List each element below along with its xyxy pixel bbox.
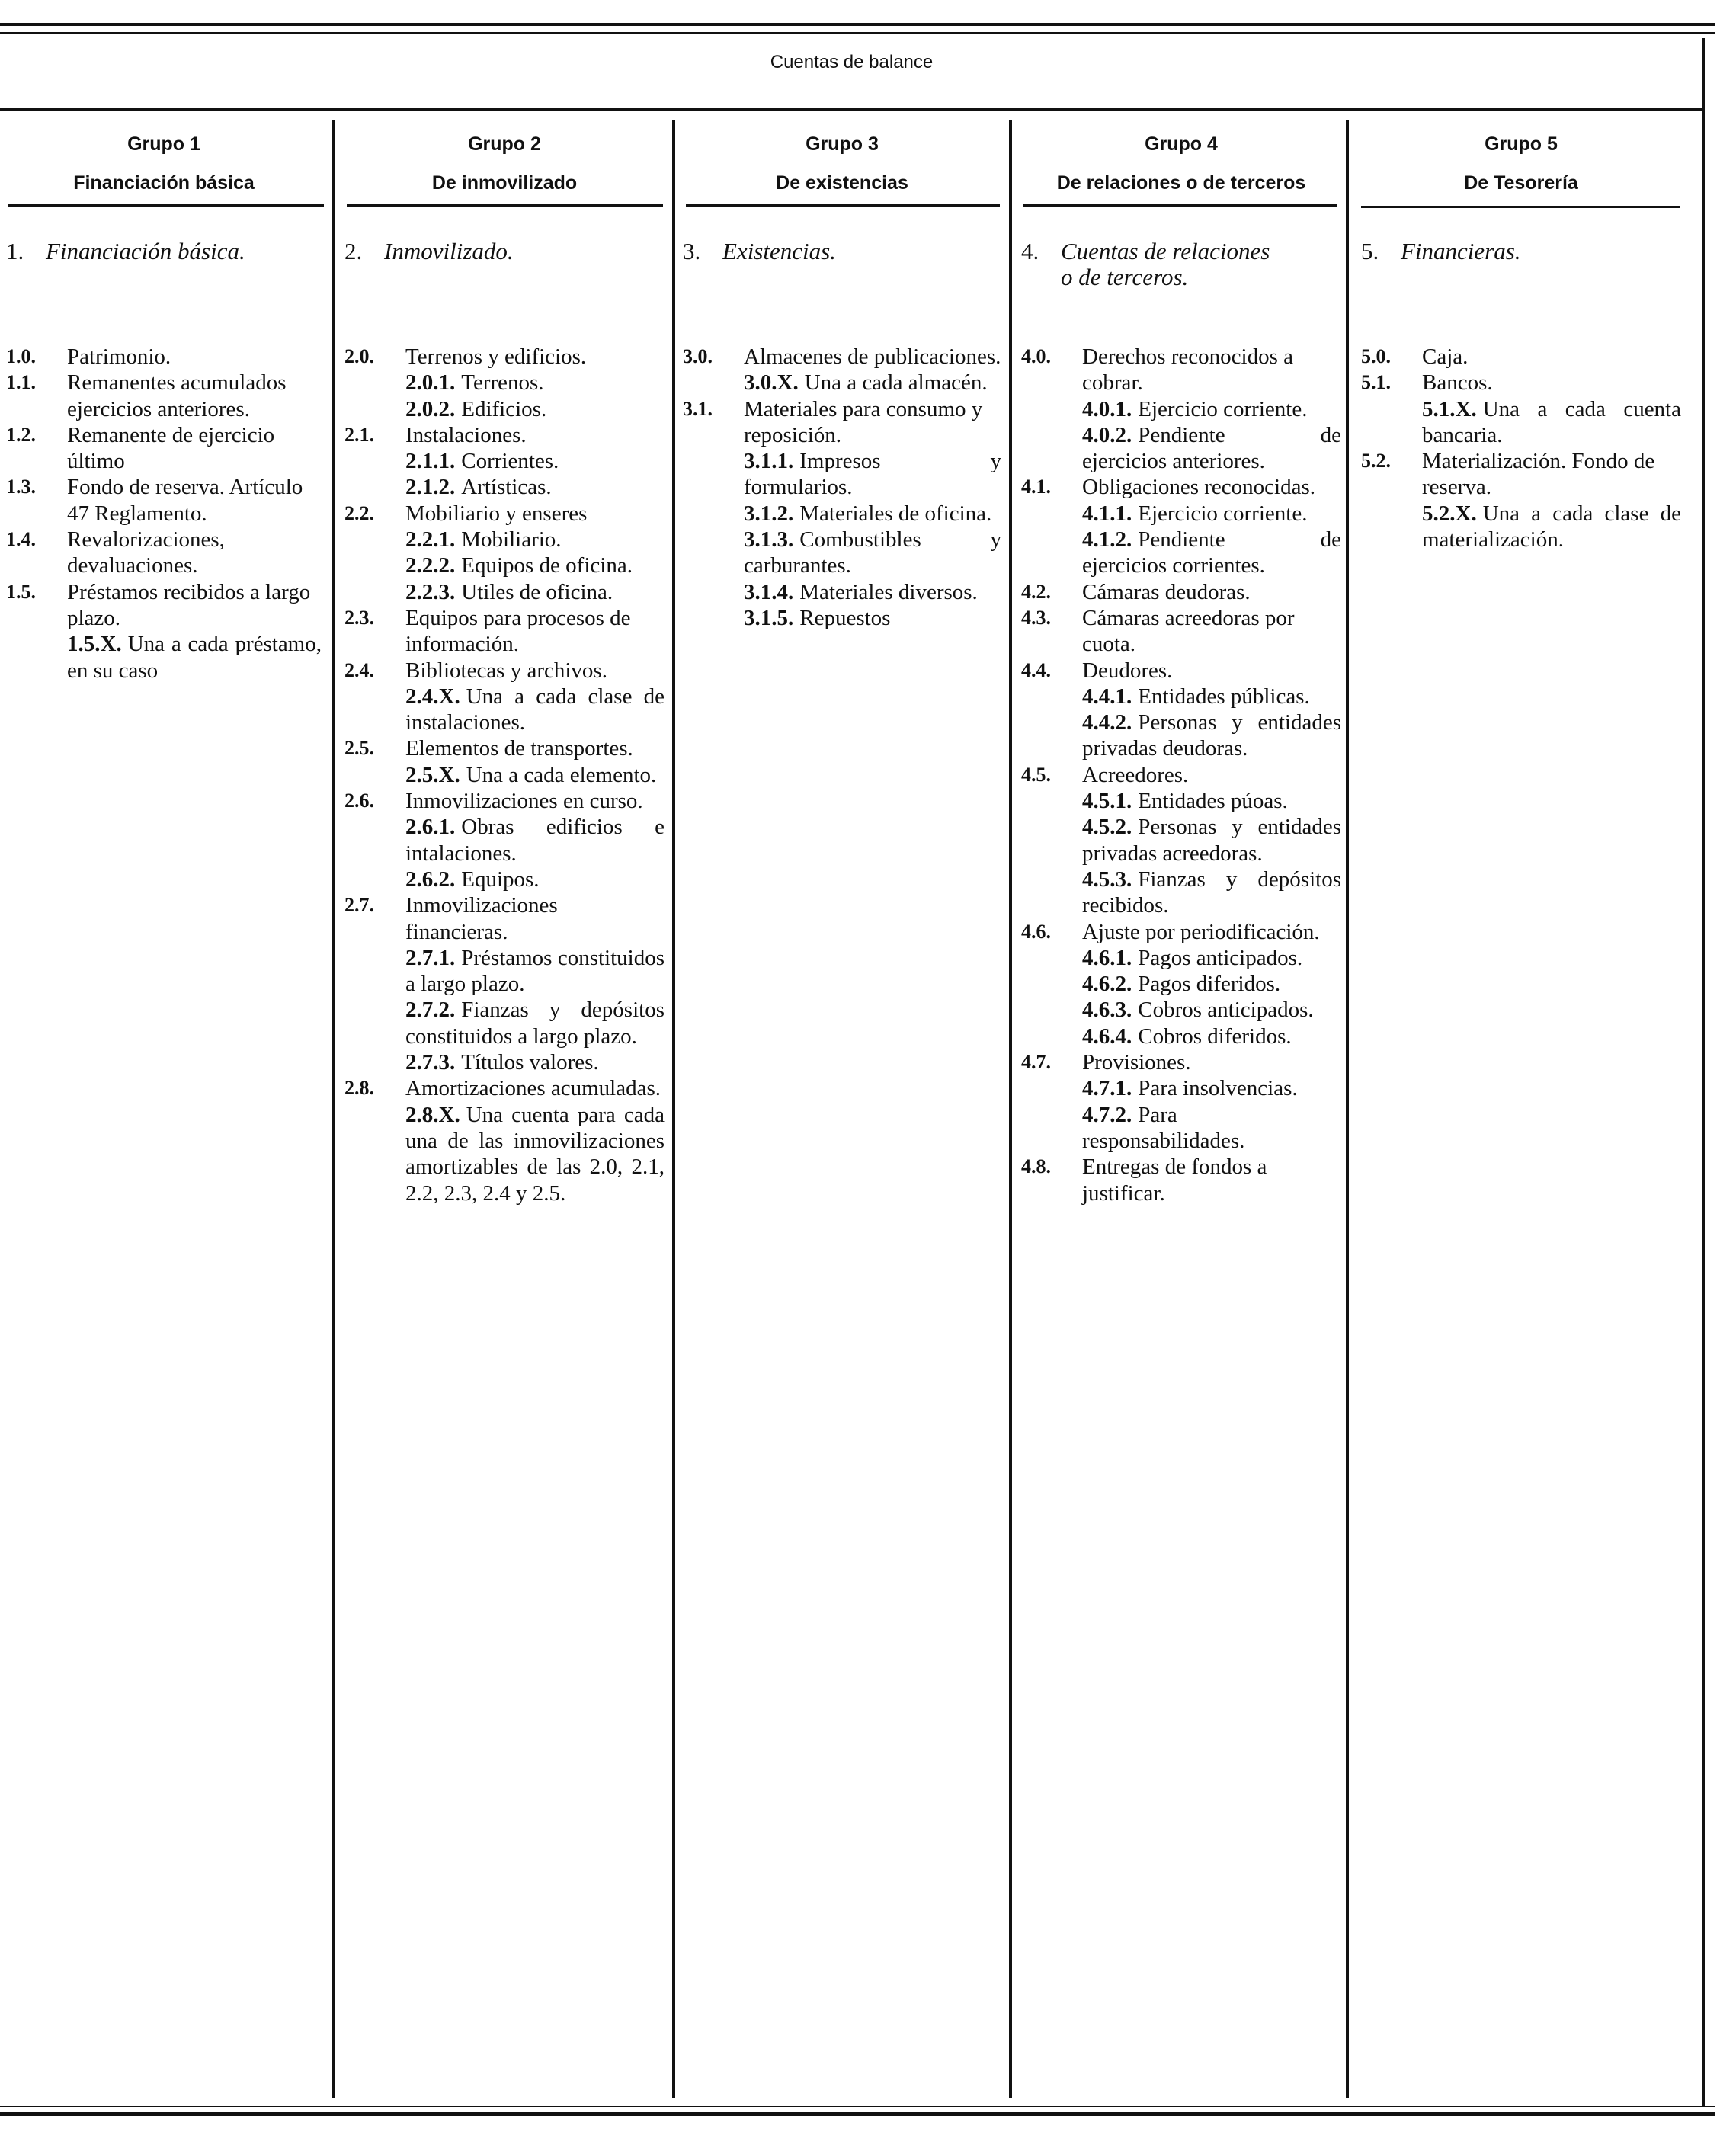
subaccount-number: 3.1.1. (744, 449, 794, 474)
subaccount-text (1082, 814, 1341, 866)
subaccount-item (1021, 527, 1341, 579)
top-rule-thin (0, 32, 1715, 34)
account-label: Cámaras acreedoras por cuota. (1082, 605, 1295, 657)
subaccount-item (1021, 1102, 1341, 1155)
column-divider-3 (1009, 120, 1012, 2098)
subaccount-text (405, 448, 665, 474)
account-item (344, 1075, 665, 1101)
account-label: Préstamos recibidos a largo plazo. (67, 579, 311, 630)
account-number: 2.6. (344, 790, 374, 812)
account-label: Inmovilizaciones financieras. (405, 893, 558, 944)
subaccount-item (1021, 788, 1341, 814)
account-number: 4.4. (1021, 658, 1051, 681)
subaccount-text (1082, 1102, 1341, 1155)
subaccount-number: 4.4.2. (1082, 710, 1132, 735)
subaccount-text (1082, 501, 1341, 527)
group-name: De relaciones o de terceros (1056, 172, 1306, 194)
subaccount-number: 4.6.4. (1082, 1023, 1132, 1049)
account-item (6, 579, 322, 632)
section-heading (683, 239, 1001, 264)
subaccount-item (683, 501, 1001, 527)
account-item (6, 344, 322, 370)
subaccount-number: 4.0.1. (1082, 396, 1132, 421)
subaccount-text (1082, 971, 1341, 997)
account-label: Obligaciones reconocidas. (1082, 475, 1316, 500)
column-divider-4 (1346, 120, 1349, 2098)
subaccount-item (1021, 709, 1341, 762)
subaccount-number: 4.5.3. (1082, 866, 1132, 892)
account-item (344, 658, 665, 684)
section-heading-text: Existencias. (722, 238, 836, 264)
section-heading (1361, 239, 1681, 264)
group-name: De existencias (776, 172, 908, 194)
subaccount-text (1082, 997, 1341, 1023)
subaccount-text (1082, 684, 1341, 709)
subaccount-label: Una a cada clase de materialización. (1422, 501, 1681, 553)
subaccount-text (1082, 709, 1341, 762)
subaccount-label: Equipos. (461, 866, 540, 892)
subaccount-text (405, 945, 665, 998)
subaccount-text (405, 762, 665, 788)
subaccount-text (1082, 866, 1341, 919)
subaccount-number: 2.1.2. (405, 475, 456, 500)
subaccount-item (683, 527, 1001, 579)
column-divider-2 (672, 120, 675, 2098)
account-number: 4.1. (1021, 476, 1051, 498)
account-number: 5.2. (1361, 450, 1391, 472)
account-number: 2.1. (344, 423, 374, 446)
subaccount-item (344, 553, 665, 578)
account-item (1021, 344, 1341, 396)
account-number: 4.0. (1021, 345, 1051, 367)
subaccount-label: Entidades púoas. (1138, 789, 1288, 814)
subaccount-number: 2.8.X. (405, 1102, 460, 1127)
account-list (1361, 344, 1681, 553)
section-heading-text: Inmovilizado. (384, 238, 514, 264)
subaccount-item (1021, 501, 1341, 527)
subaccount-item (344, 684, 665, 736)
subaccount-item (344, 866, 665, 892)
subaccount-number: 2.7.3. (405, 1050, 456, 1075)
header-underline-5 (1361, 206, 1680, 208)
subaccount-number: 4.4.1. (1082, 684, 1132, 709)
subaccount-item (344, 579, 665, 605)
subaccount-label: Corrientes. (461, 449, 559, 474)
subaccount-number: 2.6.2. (405, 866, 456, 892)
account-number: 2.0. (344, 345, 374, 367)
subaccount-label: Pagos anticipados. (1138, 945, 1303, 970)
subaccount-label: Una cuenta para cada una de las inmovilizaciones amortizables de las 2.0, 2.1, 2.2, 2.3, 2.4 y 2.5. (405, 1102, 665, 1206)
subaccount-text (1082, 527, 1341, 579)
subaccount-label: Repuestos (799, 605, 891, 630)
group-label: Grupo 1 (127, 133, 200, 155)
subaccount-item (1021, 945, 1341, 971)
account-number: 4.7. (1021, 1051, 1051, 1074)
subaccount-number: 2.2.1. (405, 527, 456, 553)
account-label: Terrenos y edificios. (405, 344, 587, 369)
subaccount-item (344, 370, 665, 396)
subaccount-number: 2.1.1. (405, 449, 456, 474)
account-label: Materiales para consumo y reposición. (744, 396, 983, 447)
subaccount-label: Equipos de oficina. (461, 553, 633, 578)
subaccount-number: 2.7.2. (405, 998, 456, 1023)
subaccount-item (1021, 814, 1341, 866)
account-number: 4.6. (1021, 920, 1051, 943)
subaccount-number: 2.7.1. (405, 945, 456, 970)
subaccount-label: Terrenos. (461, 370, 544, 396)
account-list (1021, 344, 1341, 1206)
subaccount-item (683, 579, 1001, 605)
subaccount-label: Cobros anticipados. (1138, 998, 1314, 1023)
account-item (1021, 919, 1341, 945)
subaccount-item (344, 448, 665, 474)
header-underline-4 (1023, 204, 1337, 207)
subaccount-item (1361, 501, 1681, 553)
subaccount-label: Utiles de oficina. (461, 579, 613, 604)
bottom-rule-thin (0, 2106, 1715, 2107)
subaccount-number: 4.7.1. (1082, 1076, 1132, 1101)
subaccount-label: Obras edificios e intalaciones. (405, 815, 665, 866)
account-label: Inmovilizaciones en curso. (405, 789, 643, 814)
subaccount-number: 2.2.3. (405, 579, 456, 604)
subaccount-number: 4.6.1. (1082, 945, 1132, 970)
account-item (344, 422, 665, 448)
section-heading-number: 5. (1361, 238, 1379, 264)
account-number: 1.4. (6, 528, 36, 551)
subaccount-label: Mobiliario. (461, 527, 562, 553)
account-number: 2.3. (344, 606, 374, 629)
account-label: Remanentes acumulados ejercicios anteriores. (67, 370, 287, 421)
account-item (1021, 1049, 1341, 1075)
subaccount-label: Ejercicio corriente. (1138, 396, 1308, 421)
account-item (6, 474, 322, 527)
subaccount-text (1082, 1075, 1341, 1101)
account-number: 2.2. (344, 501, 374, 524)
subaccount-label: Para insolvencias. (1138, 1076, 1298, 1101)
subaccount-text (1422, 501, 1681, 553)
section-heading-number: 2. (344, 238, 363, 264)
subaccount-label: Títulos valores. (461, 1050, 599, 1075)
section-heading-text: Financiación básica. (46, 238, 245, 264)
subaccount-item (1021, 396, 1341, 422)
section-heading-number: 1. (6, 238, 24, 264)
subaccount-label: Fianzas y depósitos recibidos. (1082, 866, 1341, 918)
subaccount-item (344, 762, 665, 788)
subaccount-item (344, 396, 665, 422)
subaccount-number: 3.0.X. (744, 370, 799, 396)
section-heading-text: Cuentas de relaciones (1061, 238, 1270, 264)
subaccount-number: 2.4.X. (405, 684, 460, 709)
account-label: Ajuste por periodificación. (1082, 919, 1320, 944)
subaccount-text (405, 553, 665, 578)
subaccount-text (744, 579, 1001, 605)
account-item (1021, 762, 1341, 788)
account-item (1361, 344, 1681, 370)
account-item (6, 370, 322, 422)
column-divider-1 (332, 120, 335, 2098)
group-label: Grupo 2 (468, 133, 541, 155)
account-list (344, 344, 665, 1206)
top-rule-thick (0, 23, 1715, 26)
account-number: 5.1. (1361, 371, 1391, 394)
subaccount-number: 4.7.2. (1082, 1102, 1132, 1127)
subaccount-label: Materiales diversos. (799, 579, 978, 604)
account-number: 1.1. (6, 371, 36, 394)
subaccount-label: Fianzas y depósitos constituidos a largo plazo. (405, 998, 665, 1049)
account-item (1361, 448, 1681, 501)
account-number: 4.2. (1021, 580, 1051, 603)
section-heading-number: 3. (683, 238, 701, 264)
account-item (683, 396, 1001, 449)
account-item (1021, 605, 1341, 658)
subaccount-number: 4.6.3. (1082, 998, 1132, 1023)
account-item (344, 501, 665, 527)
subaccount-label: Una a cada cuenta bancaria. (1422, 396, 1681, 447)
section-heading-text-cont: o de terceros. (1061, 264, 1189, 290)
subaccount-item (683, 448, 1001, 501)
subaccount-text (405, 527, 665, 553)
subaccount-number: 3.1.5. (744, 605, 794, 630)
subaccount-item (1021, 971, 1341, 997)
subaccount-number: 2.6.1. (405, 815, 456, 840)
account-label: Cámaras deudoras. (1082, 579, 1251, 604)
subaccount-text (405, 474, 665, 500)
header-underline-2 (347, 204, 663, 207)
group-name: Financiación básica (73, 172, 255, 194)
subaccount-number: 4.5.2. (1082, 815, 1132, 840)
header-underline-1 (8, 204, 324, 207)
account-label: Almacenes de publicaciones. (744, 344, 1001, 369)
subaccount-item (344, 474, 665, 500)
bottom-rule-thick (0, 2112, 1715, 2116)
subaccount-label: Cobros diferidos. (1138, 1023, 1292, 1049)
account-item (1361, 370, 1681, 396)
subaccount-text (744, 501, 1001, 527)
account-number: 1.3. (6, 476, 36, 498)
subaccount-text (1082, 788, 1341, 814)
subaccount-text (744, 605, 1001, 631)
subaccount-label: Edificios. (461, 396, 547, 421)
account-number: 4.5. (1021, 763, 1051, 786)
subaccount-text (405, 396, 665, 422)
account-item (344, 788, 665, 814)
subaccount-item (1021, 1023, 1341, 1049)
account-item (344, 344, 665, 370)
account-item (1021, 579, 1341, 605)
subaccount-label: Ejercicio corriente. (1138, 501, 1308, 526)
subaccount-item (344, 1049, 665, 1075)
group-label: Grupo 5 (1485, 133, 1558, 155)
account-item (1021, 1154, 1341, 1206)
subaccount-item (6, 631, 322, 684)
subaccount-item (1361, 396, 1681, 449)
account-label: Patrimonio. (67, 344, 171, 369)
subaccount-label: Pendiente de ejercicios corrientes. (1082, 527, 1341, 578)
subaccount-text (1082, 422, 1341, 475)
subaccount-number: 4.5.1. (1082, 789, 1132, 814)
subaccount-label: Combustibles y carburantes. (744, 527, 1001, 578)
subaccount-item (1021, 422, 1341, 475)
group-label: Grupo 4 (1145, 133, 1218, 155)
subaccount-label: Pagos diferidos. (1138, 972, 1281, 997)
account-number: 2.5. (344, 737, 374, 760)
account-label: Elementos de transportes. (405, 736, 633, 761)
account-number: 5.0. (1361, 345, 1391, 367)
section-heading-text: Financieras. (1401, 238, 1521, 264)
subaccount-label: Una a cada clase de instalaciones. (405, 684, 665, 735)
header-underline-3 (686, 204, 1000, 207)
account-list (683, 344, 1001, 631)
subaccount-item (1021, 866, 1341, 919)
subaccount-item (1021, 684, 1341, 709)
account-label: Mobiliario y enseres (405, 501, 588, 526)
account-item (1021, 474, 1341, 500)
subaccount-text (1082, 396, 1341, 422)
subaccount-text (744, 527, 1001, 579)
subaccount-number: 5.2.X. (1422, 501, 1477, 526)
account-label: Equipos para procesos de información. (405, 605, 631, 657)
subaccount-label: Pendiente de ejercicios anteriores. (1082, 422, 1341, 474)
account-number: 3.0. (683, 345, 713, 367)
account-number: 1.0. (6, 345, 36, 367)
account-label: Deudores. (1082, 658, 1173, 683)
subaccount-number: 2.0.1. (405, 370, 456, 396)
group-name: De Tesorería (1464, 172, 1578, 194)
subaccount-label: Una a cada préstamo, en su caso (67, 632, 322, 683)
account-item (683, 344, 1001, 370)
account-label: Remanente de ejercicio último (67, 422, 275, 474)
account-label: Materialización. Fondo de reserva. (1422, 449, 1655, 500)
group-name: De inmovilizado (431, 172, 578, 194)
subaccount-label: Artísticas. (461, 475, 552, 500)
account-label: Caja. (1422, 344, 1469, 369)
account-item (6, 527, 322, 579)
account-label: Bancos. (1422, 370, 1493, 396)
subaccount-number: 3.1.2. (744, 501, 794, 526)
subaccount-item (344, 527, 665, 553)
subaccount-label: Entidades públicas. (1138, 684, 1310, 709)
account-label: Derechos reconocidos a cobrar. (1082, 344, 1293, 396)
subaccount-item (344, 997, 665, 1049)
account-label: Amortizaciones acumuladas. (405, 1076, 661, 1101)
subaccount-item (344, 945, 665, 998)
account-number: 4.8. (1021, 1155, 1051, 1178)
account-number: 1.2. (6, 423, 36, 446)
account-label: Entregas de fondos a justificar. (1082, 1155, 1267, 1206)
subaccount-label: Materiales de oficina. (799, 501, 992, 526)
subaccount-number: 4.1.1. (1082, 501, 1132, 526)
title-rule (0, 108, 1703, 111)
subaccount-label: Una a cada elemento. (466, 762, 657, 787)
account-label: Provisiones. (1082, 1050, 1191, 1075)
right-frame-line (1702, 38, 1705, 2107)
account-label: Instalaciones. (405, 422, 527, 447)
subaccount-text (405, 997, 665, 1049)
subaccount-number: 4.1.2. (1082, 527, 1132, 553)
subaccount-item (683, 370, 1001, 396)
subaccount-label: Personas y entidades privadas deudoras. (1082, 710, 1341, 761)
account-number: 2.7. (344, 894, 374, 917)
subaccount-text (405, 1049, 665, 1075)
subaccount-text (744, 448, 1001, 501)
subaccount-text (1082, 945, 1341, 971)
account-label: Fondo de reserva. Artículo 47 Reglamento. (67, 475, 303, 526)
subaccount-item (1021, 1075, 1341, 1101)
subaccount-number: 5.1.X. (1422, 396, 1477, 421)
subaccount-number: 3.1.4. (744, 579, 794, 604)
subaccount-number: 3.1.3. (744, 527, 794, 553)
subaccount-number: 4.6.2. (1082, 972, 1132, 997)
account-list (6, 344, 322, 684)
subaccount-number: 4.0.2. (1082, 422, 1132, 447)
section-heading (6, 239, 322, 264)
subaccount-text (405, 579, 665, 605)
subaccount-label: Préstamos constituidos a largo plazo. (405, 945, 665, 997)
subaccount-item (683, 605, 1001, 631)
page-title: Cuentas de balance (770, 52, 934, 72)
subaccount-number: 2.0.2. (405, 396, 456, 421)
subaccount-text (1422, 396, 1681, 449)
subaccount-number: 2.2.2. (405, 553, 456, 578)
account-item (6, 422, 322, 475)
subaccount-text (405, 1102, 665, 1206)
subaccount-label: Una a cada almacén. (804, 370, 988, 396)
subaccount-text (405, 684, 665, 736)
subaccount-text (67, 631, 322, 684)
group-label: Grupo 3 (806, 133, 879, 155)
account-number: 1.5. (6, 580, 36, 603)
subaccount-item (344, 814, 665, 866)
subaccount-number: 1.5.X. (67, 632, 122, 657)
subaccount-text (405, 814, 665, 866)
account-item (344, 892, 665, 945)
subaccount-number: 2.5.X. (405, 762, 460, 787)
subaccount-label: Personas y entidades privadas acreedoras. (1082, 815, 1341, 866)
account-item (1021, 658, 1341, 684)
account-label: Acreedores. (1082, 762, 1189, 787)
account-label: Bibliotecas y archivos. (405, 658, 607, 683)
subaccount-text (744, 370, 1001, 396)
subaccount-label: Impresos y formularios. (744, 449, 1001, 500)
subaccount-text (405, 866, 665, 892)
account-number: 4.3. (1021, 606, 1051, 629)
account-item (344, 605, 665, 658)
section-heading (344, 239, 665, 264)
subaccount-item (344, 1102, 665, 1206)
section-heading-number: 4. (1021, 238, 1039, 264)
subaccount-item (1021, 997, 1341, 1023)
account-number: 3.1. (683, 397, 713, 420)
account-label: Revalorizaciones, devaluaciones. (67, 527, 225, 578)
subaccount-text (1082, 1023, 1341, 1049)
account-item (344, 735, 665, 761)
account-number: 2.4. (344, 658, 374, 681)
section-heading (1021, 239, 1341, 290)
subaccount-text (405, 370, 665, 396)
account-number: 2.8. (344, 1077, 374, 1100)
subaccount-label: Para responsabilidades. (1082, 1102, 1245, 1153)
